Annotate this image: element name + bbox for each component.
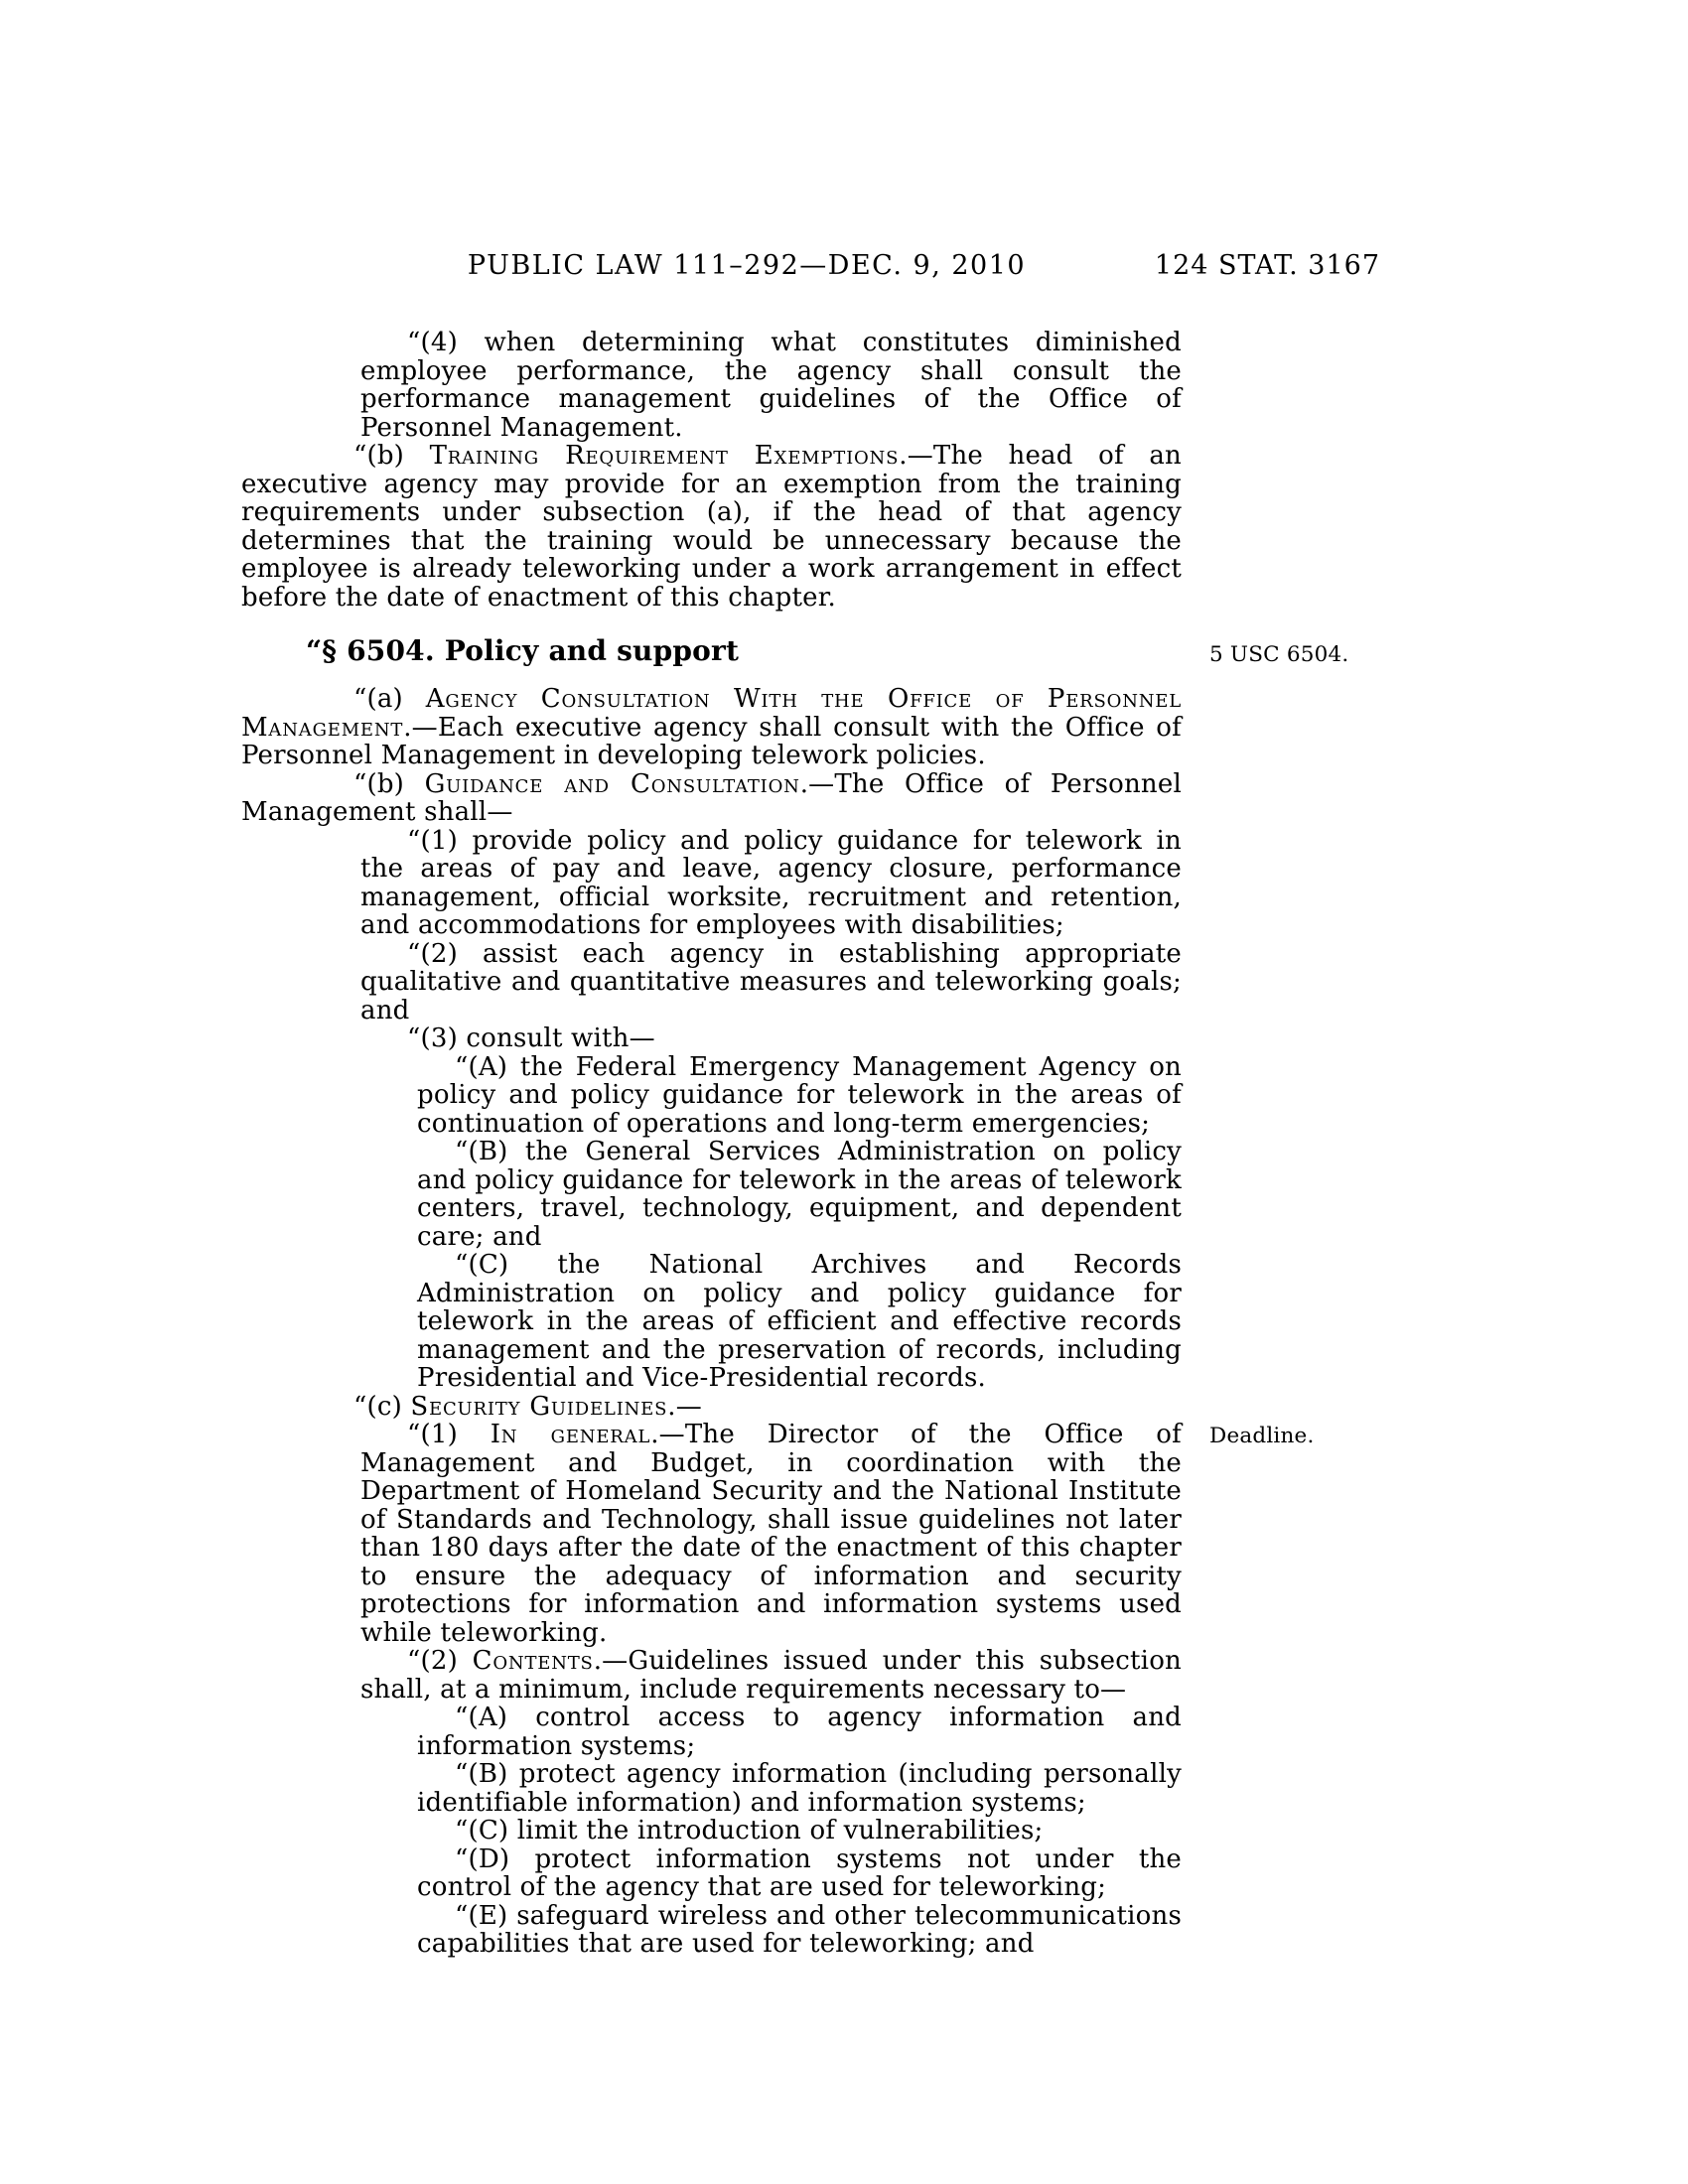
text-run: “(1) provide policy and policy guidance for telework in the areas of pay and leave, agency closure, performance management, official worksite, recruitment and retention, and accommodations for employees with disabilities; xyxy=(360,825,1182,940)
section-heading-text: “§ 6504. Policy and support xyxy=(306,634,740,667)
text-run: “(B) protect agency information (including personally identifiable information) and information systems; xyxy=(417,1759,1182,1818)
statute-paragraph xyxy=(417,1251,1182,1393)
text-run: “(A) the Federal Emergency Management Agency on policy and policy guidance for telework in the areas of continuation of operations and long-term emergencies; xyxy=(417,1051,1182,1139)
text-run: .—The Office of Personnel Management shall— xyxy=(241,768,1182,827)
text-run: “(1) xyxy=(407,1420,491,1449)
text-run: “(4) when determining what constitutes diminished employee performance, the agency shall consult the performance management guidelines of the Office of Personnel Management. xyxy=(360,328,1182,443)
text-run: “(C) the National Archives and Records Administration on policy and policy guidance for telework in the areas of efficient and effective records management and the preservation of records, including Presidential and Vice-Presidential records. xyxy=(417,1250,1182,1393)
statute-paragraph xyxy=(417,1845,1182,1902)
text-run: “(2) assist each agency in establishing appropriate qualitative and quantitative measures and teleworking goals; and xyxy=(360,938,1182,1025)
text-run: .—The Director of the Office of Management and Budget, in coordination with the Department of Homeland Security and the National Institute of Standards and Technology, shall issue guidelines not later than 180 days after the date of the enactment of this chapter to ensure the adequacy of information and security protections for information and information systems used while teleworking. xyxy=(360,1420,1182,1648)
text-run: .—The head of an executive agency may provide for an exemption from the training requirements under subsection (a), if the head of that agency determines that the training would be unnecessary because the employee is already teleworking under a work arrangement in effect before the date of enactment of this chapter. xyxy=(241,441,1182,613)
smallcaps-run: Contents xyxy=(472,1646,594,1676)
page-header-law-title: PUBLIC LAW 111–292—DEC. 9, 2010 xyxy=(467,250,1027,281)
text-run: “(b) xyxy=(353,441,430,471)
page-header-stat-number: 124 STAT. 3167 xyxy=(1154,250,1380,281)
statute-paragraph xyxy=(417,1902,1182,1959)
statute-paragraph xyxy=(360,940,1182,1025)
statute-paragraph xyxy=(360,329,1182,442)
margin-note: 5 USC 6504. xyxy=(1209,642,1349,667)
smallcaps-run: Training Requirement Exemptions xyxy=(429,441,900,471)
statute-paragraph xyxy=(360,1420,1315,1648)
statute-paragraph xyxy=(241,442,1182,612)
document-body xyxy=(241,328,1349,1959)
running-head xyxy=(0,250,1688,286)
smallcaps-run: Agency Consultation With the Office of Personnel Management xyxy=(241,684,1182,743)
statute-paragraph xyxy=(241,1393,1182,1422)
text-run: “(B) the General Services Administration on policy and policy guidance for telework in the areas of telework centers, travel, technology, equipment, and dependent care; and xyxy=(417,1137,1182,1252)
statute-paragraph xyxy=(360,1647,1182,1704)
text-run: “(a) xyxy=(353,684,426,714)
statute-paragraph xyxy=(241,770,1182,827)
text-run: “(b) xyxy=(353,768,425,799)
smallcaps-run: In general xyxy=(490,1420,651,1449)
statute-paragraph xyxy=(417,1704,1182,1760)
margin-note: Deadline. xyxy=(1209,1424,1315,1448)
text-run: “(C) limit the introduction of vulnerabilities; xyxy=(455,1816,1044,1845)
statute-paragraph xyxy=(417,1760,1182,1817)
statute-paragraph xyxy=(417,1138,1182,1251)
text-run: “(D) protect information systems not under the control of the agency that are used for teleworking; xyxy=(417,1843,1182,1902)
statute-paragraph xyxy=(360,1024,1182,1053)
smallcaps-run: Guidance and Consultation xyxy=(424,768,800,799)
text-run: “(E) safeguard wireless and other telecommunications capabilities that are used for teleworking; and xyxy=(417,1900,1182,1959)
statute-paragraph xyxy=(360,827,1182,940)
statute-paragraph xyxy=(417,1053,1182,1139)
text-run: “(2) xyxy=(407,1646,473,1676)
text-run: “(3) consult with— xyxy=(407,1024,655,1053)
smallcaps-run: Security Guidelines xyxy=(410,1391,668,1422)
text-run: “(c) xyxy=(353,1391,411,1422)
text-run: .—Guidelines issued under this subsection shall, at a minimum, include requirements necessary to— xyxy=(360,1646,1182,1705)
section-heading xyxy=(241,634,1349,667)
text-run: “(A) control access to agency information and information systems; xyxy=(417,1703,1182,1761)
statute-paragraph xyxy=(241,685,1182,770)
text-run: .—Each executive agency shall consult with the Office of Personnel Management in developing telework policies. xyxy=(241,712,1182,770)
text-run: .— xyxy=(667,1391,702,1422)
statute-paragraph xyxy=(417,1817,1182,1845)
